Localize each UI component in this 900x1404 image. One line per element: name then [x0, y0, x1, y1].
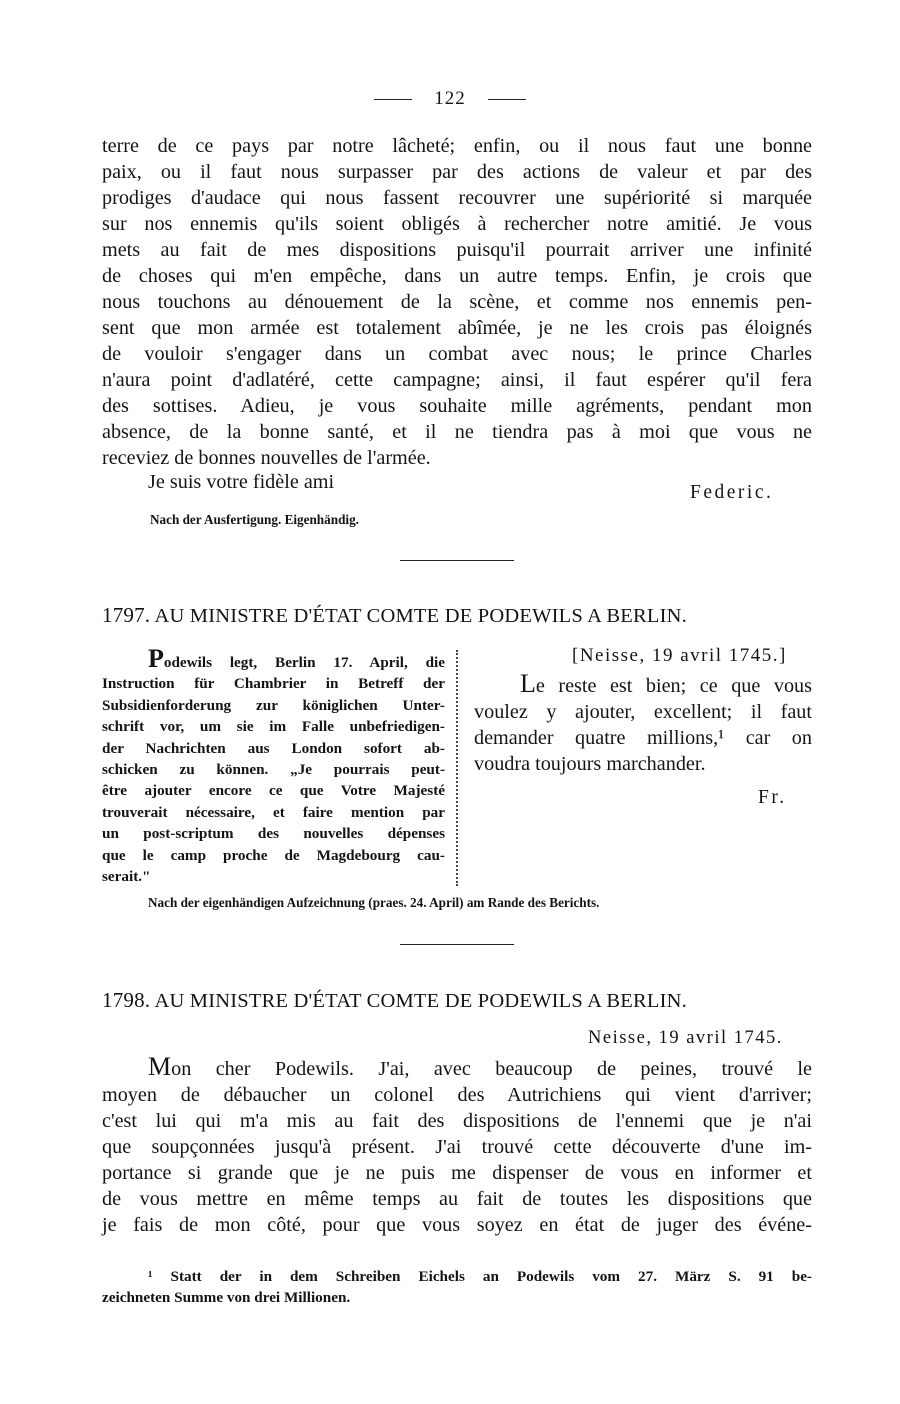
letter-1797-heading — [102, 603, 812, 628]
text-line: demander quatre millions,¹ car on — [474, 727, 812, 749]
initial-letter: L — [520, 669, 536, 698]
source-note: Nach der Ausfertigung. Eigenhändig. — [150, 512, 359, 527]
letter-1797-body — [474, 671, 812, 777]
text-line: portance si grande que je ne puis me dispenser de vous en informer et — [102, 1162, 812, 1184]
initial-letter: P — [148, 644, 164, 673]
text-line: sent que mon armée est totalement abîmée, je ne les crois pas éloignés — [102, 317, 812, 339]
text-line: être ajouter encore ce que Votre Majesté — [102, 782, 445, 800]
letter-title: AU MINISTRE D'ÉTAT COMTE DE PODEWILS A BERLIN. — [154, 990, 687, 1012]
text-line: Instruction für Chambrier in Betreff der — [102, 675, 445, 693]
text-line: de vouloir s'engager dans un combat avec nous; le prince Charles — [102, 343, 812, 365]
text-line: trouverait nécessaire, et faire mention par — [102, 803, 445, 821]
text-line: de vous mettre en même temps au fait de toutes les dispositions que — [102, 1188, 812, 1210]
text-line: paix, ou il faut nous surpasser par des actions de valeur et par des — [102, 161, 812, 183]
letter-1796-continuation — [102, 133, 812, 471]
summary-note — [102, 644, 445, 887]
text-line: Mon cher Podewils. J'ai, avec beaucoup de peines, trouvé le — [148, 1052, 812, 1081]
text-line: de choses qui m'en empêche, dans un autre temps. Enfin, je crois que — [102, 265, 812, 287]
text-line: schicken zu können. „Je pourrais peut- — [102, 761, 445, 779]
text-line: nous touchons au dénouement de la scène, et comme nos ennemis pen- — [102, 291, 812, 313]
text-line: prodiges d'audace qui nous fassent recouvrer une supériorité si marquée — [102, 187, 812, 209]
text-line: Subsidienforderung zur königlichen Unter- — [102, 696, 445, 714]
text-line: mets au fait de mes dispositions puisqu'il pourrait arriver une infinité — [102, 239, 812, 261]
text-line: un post-scriptum des nouvelles dépenses — [102, 825, 445, 843]
page-header — [0, 88, 900, 110]
source-note: Nach der eigenhändigen Aufzeichnung (praes. 24. April) am Rande des Berichts. — [148, 895, 600, 910]
text-line: zeichneten Summe von drei Millionen. — [102, 1289, 351, 1306]
letter-number: 1798. — [102, 988, 151, 1012]
text-line: je fais de mon côté, pour que vous soyez en état de juger des événe- — [102, 1214, 812, 1236]
text-line: n'aura point d'adlatéré, cette campagne; ainsi, il faut espérer qu'il fera — [102, 369, 812, 391]
header-dash-right — [488, 99, 526, 100]
text-line: receviez de bonnes nouvelles de l'armée. — [102, 447, 431, 469]
text-line: des sottises. Adieu, je vous souhaite mille agréments, pendant mon — [102, 395, 812, 417]
letter-title: AU MINISTRE D'ÉTAT COMTE DE PODEWILS A BERLIN. — [154, 605, 687, 627]
text-line: sur nos ennemis qu'ils soient obligés à rechercher notre amitié. Je vous — [102, 213, 812, 235]
text-line: voulez y ajouter, excellent; il faut — [474, 701, 812, 723]
page-number: 122 — [434, 88, 466, 109]
footnote — [102, 1266, 812, 1308]
text-line: schrift vor, um sie im Falle unbefriedigen- — [102, 718, 445, 736]
text-line: absence, de la bonne santé, et il ne tiendra pas à moi que vous ne — [102, 421, 812, 443]
section-divider — [400, 560, 514, 561]
letter-1798-heading — [102, 988, 812, 1013]
text-line: voudra toujours marchander. — [474, 753, 706, 775]
signature-fr: Fr. — [758, 787, 787, 808]
text-line: ¹ Statt der in dem Schreiben Eichels an Podewils vom 27. März S. 91 be- — [148, 1268, 812, 1285]
initial-letter: M — [148, 1052, 172, 1081]
text-line: der Nachrichten aus London sofort ab- — [102, 739, 445, 757]
dateline: Neisse, 19 avril 1745. — [588, 1028, 783, 1048]
text-line: terre de ce pays par notre lâcheté; enfin, ou il nous faut une bonne — [102, 135, 812, 157]
letter-number: 1797. — [102, 603, 151, 627]
text-line: Le reste est bien; ce que vous — [520, 669, 812, 698]
letter-1798-body — [102, 1054, 812, 1238]
text-line: que le camp proche de Magdebourg cau- — [102, 846, 445, 864]
text-line: que soupçonnées jusqu'à présent. J'ai trouvé cette découverte d'une im- — [102, 1136, 812, 1158]
dateline: [Neisse, 19 avril 1745.] — [572, 645, 787, 666]
text-line: c'est lui qui m'a mis au fait des dispositions de l'ennemi que je n'ai — [102, 1110, 812, 1132]
signature-federic: Federic. — [690, 482, 774, 503]
text-line: serait." — [102, 868, 151, 886]
text-line: moyen de débaucher un colonel des Autrichiens qui vient d'arriver; — [102, 1084, 812, 1106]
text-line: Podewils legt, Berlin 17. April, die — [148, 644, 445, 673]
header-dash-left — [374, 99, 412, 100]
section-divider — [400, 944, 514, 945]
column-separator — [456, 650, 458, 886]
closing-formula: Je suis votre fidèle ami — [148, 471, 335, 493]
